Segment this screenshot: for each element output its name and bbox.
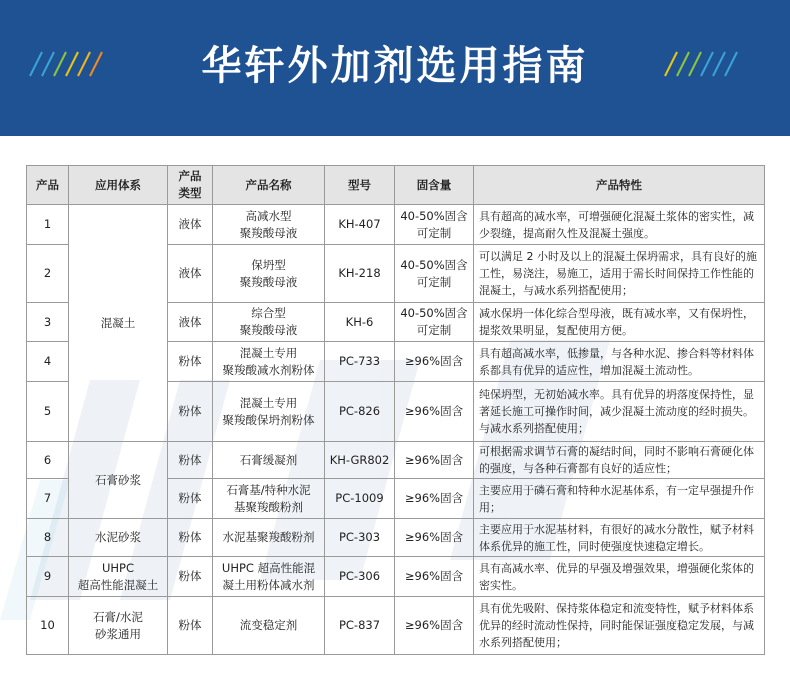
table-row [27,557,765,597]
product-type: 粉体 [168,557,213,597]
product-model: PC-306 [325,557,395,597]
system-group-general-line1: 石膏/水泥 [93,609,143,624]
product-features: 可根据需求调节石膏的凝结时间，同时不影响石膏硬化体的强度，与各种石膏都有良好的适应性； [474,442,765,479]
product-name [213,479,325,519]
product-features: 具有超高的减水率，可增强硬化混凝土浆体的密实性，减少裂缝，提高耐久性及混凝土强度。 [474,205,765,245]
product-type: 粉体 [168,342,213,382]
solid-content: ≥96%固含 [395,557,474,597]
product-model: KH-6 [325,303,395,342]
product-type: 粉体 [168,519,213,557]
product-type: 液体 [168,205,213,245]
product-name-line1: 高减水型 [245,208,292,223]
admixture-selection-table [26,165,765,655]
system-group-uhpc-line2: 超高性能混凝土 [77,577,159,592]
col-header-type-line2: 类型 [178,186,202,200]
product-model: PC-303 [325,519,395,557]
product-model: PC-733 [325,342,395,382]
product-model: KH-218 [325,245,395,303]
product-model: KH-407 [325,205,395,245]
page-title: 华轩外加剂选用指南 [201,43,589,89]
col-header-system: 应用体系 [69,166,168,205]
solid-content: ≥96%固含 [395,382,474,442]
product-name: 水泥基聚羧酸粉剂 [213,519,325,557]
col-header-solid: 固含量 [395,166,474,205]
col-header-name: 产品名称 [213,166,325,205]
row-number: 10 [27,597,69,655]
solid-content [395,245,474,303]
product-name-line2: 聚羧酸减水剂粉体 [222,362,315,377]
system-group-general [69,597,168,655]
product-name-line2: 聚羧酸母液 [239,225,298,240]
solid-content: ≥96%固含 [395,597,474,655]
product-features: 主要应用于磷石膏和特种水泥基体系，有一定早强提升作用； [474,479,765,519]
system-group-uhpc-line1: UHPC [101,560,135,575]
col-header-product: 产品 [27,166,69,205]
table-row [27,519,765,557]
product-name [213,342,325,382]
solid-content: ≥96%固含 [395,442,474,479]
product-type: 液体 [168,303,213,342]
product-features: 减水保坍一体化综合型母液，既有减水率，又有保坍性，提浆效果明显，复配使用方便。 [474,303,765,342]
col-header-features: 产品特性 [474,166,765,205]
product-name-line2: 凝土用粉体减水剂 [222,577,315,592]
product-name [213,303,325,342]
system-group-concrete: 混凝土 [69,205,168,442]
solid-content-line1: 40-50%固含 [400,208,468,223]
solid-content-line2: 可定制 [416,323,452,337]
product-model: KH-GR802 [325,442,395,479]
row-number: 1 [27,205,69,245]
product-model: PC-826 [325,382,395,442]
table-row [27,442,765,479]
product-name-line1: UHPC 超高性能混 [221,560,316,575]
product-type: 粉体 [168,382,213,442]
solid-content-line2: 可定制 [416,274,452,289]
product-type: 粉体 [168,479,213,519]
product-features: 纯保坍型，无初始减水率。具有优异的坍落度保持性，显著延长施工可操作时间，减少混凝土流动度的经时损失。与减水系列搭配使用； [474,382,765,442]
solid-content: ≥96%固含 [395,342,474,382]
product-type: 液体 [168,245,213,303]
table-row [27,597,765,655]
product-name-line1: 混凝土专用 [239,395,298,410]
product-features: 主要应用于水泥基材料，有很好的减水分散性，赋予材料体系优异的施工性，同时使强度快速稳定增长。 [474,519,765,557]
product-type: 粉体 [168,597,213,655]
product-name [213,382,325,442]
row-number: 8 [27,519,69,557]
title-banner [0,0,790,136]
product-model: PC-1009 [325,479,395,519]
table-row [27,205,765,245]
system-group-general-line2: 砂浆通用 [95,626,141,641]
product-name-line2: 聚羧酸母液 [239,323,298,337]
product-name: 流变稳定剂 [213,597,325,655]
product-name-line1: 保坍型 [251,257,286,272]
system-group-gypsum-mortar: 石膏砂浆 [69,442,168,519]
product-name-line1: 混凝土专用 [239,345,298,360]
solid-content-line2: 可定制 [416,225,452,240]
product-model: PC-837 [325,597,395,655]
product-name: 石膏缓凝剂 [213,442,325,479]
product-name [213,245,325,303]
row-number: 6 [27,442,69,479]
row-number: 9 [27,557,69,597]
product-type: 粉体 [168,442,213,479]
row-number: 4 [27,342,69,382]
col-header-type-line1: 产品 [178,169,202,183]
solid-content [395,303,474,342]
solid-content [395,205,474,245]
table-header-row [27,166,765,205]
product-features: 可以满足 2 小时及以上的混凝土保坍需求，具有良好的施工性，易浇注，易施工，适用于需长时间保持工作性能的混凝土，与减水系列搭配使用； [474,245,765,303]
solid-content-line1: 40-50%固含 [400,306,468,320]
product-features: 具有高减水率、优异的早强及增强效果，增强硬化浆体的密实性。 [474,557,765,597]
row-number: 5 [27,382,69,442]
solid-content-line1: 40-50%固含 [400,257,468,272]
system-group-uhpc [69,557,168,597]
col-header-model: 型号 [325,166,395,205]
row-number: 2 [27,245,69,303]
product-name-line2: 聚羧酸母液 [239,274,298,289]
product-name [213,557,325,597]
product-name-line1: 石膏基/特种水泥 [226,482,311,497]
decorative-slashes-right [657,50,767,78]
solid-content: ≥96%固含 [395,519,474,557]
product-name-line2: 聚羧酸保坍剂粉体 [222,412,315,427]
solid-content: ≥96%固含 [395,479,474,519]
product-name-line2: 基聚羧酸粉剂 [234,499,303,514]
row-number: 7 [27,479,69,519]
col-header-type [168,166,213,205]
row-number: 3 [27,303,69,342]
product-name [213,205,325,245]
product-features: 具有优先吸附、保持浆体稳定和流变特性，赋予材料体系优异的经时流动性保持，同时能保证强度稳定发展，与减水系列搭配使用； [474,597,765,655]
system-group-cement-mortar: 水泥砂浆 [69,519,168,557]
product-name-line1: 综合型 [251,306,286,320]
product-features: 具有超高减水率，低掺量，与各种水泥、掺合料等材料体系都具有优异的适应性，增加混凝土流动性。 [474,342,765,382]
